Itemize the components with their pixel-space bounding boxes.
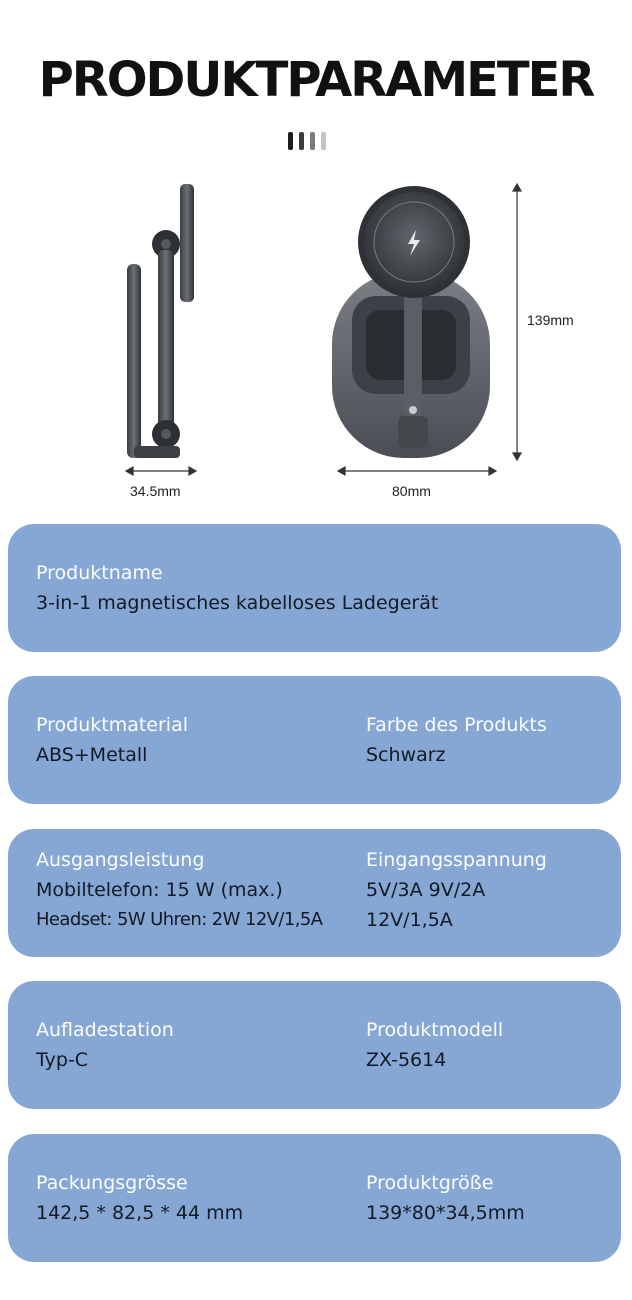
card-label: Produktmodell — [366, 1019, 504, 1041]
thickness-label: 34.5mm — [130, 483, 181, 499]
card-label: Farbe des Produkts — [366, 714, 547, 736]
card-value: 5V/3A 9V/2A — [366, 879, 486, 901]
width-label: 80mm — [392, 483, 431, 499]
card-label: Aufladestation — [36, 1019, 174, 1041]
card-value: Typ-C — [36, 1049, 89, 1071]
card-product-name — [8, 524, 621, 652]
card-value: 139*80*34,5mm — [366, 1202, 525, 1224]
card-label: Eingangsspannung — [366, 849, 547, 871]
card-value: ABS+Metall — [36, 744, 148, 766]
height-label: 139mm — [527, 312, 574, 328]
card-material-color — [8, 676, 621, 804]
card-value: Headset: 5W Uhren: 2W 12V/1,5A — [36, 909, 323, 930]
card-size — [8, 1134, 621, 1262]
card-power — [8, 829, 621, 957]
card-label: Packungsgrösse — [36, 1172, 188, 1194]
card-label: Ausgangsleistung — [36, 849, 205, 871]
card-value: 12V/1,5A — [366, 909, 453, 931]
card-value: 142,5 * 82,5 * 44 mm — [36, 1202, 244, 1224]
card-label: Produktname — [36, 562, 163, 584]
dimension-lines — [0, 0, 632, 500]
card-station-model — [8, 981, 621, 1109]
page-title: PRODUKTPARAMETER — [38, 52, 594, 108]
card-label: Produktmaterial — [36, 714, 188, 736]
card-value: Mobiltelefon: 15 W (max.) — [36, 879, 283, 901]
card-value: 3-in-1 magnetisches kabelloses Ladegerät — [36, 592, 439, 614]
card-value: ZX-5614 — [366, 1049, 447, 1071]
card-label: Produktgröße — [366, 1172, 494, 1194]
card-value: Schwarz — [366, 744, 446, 766]
